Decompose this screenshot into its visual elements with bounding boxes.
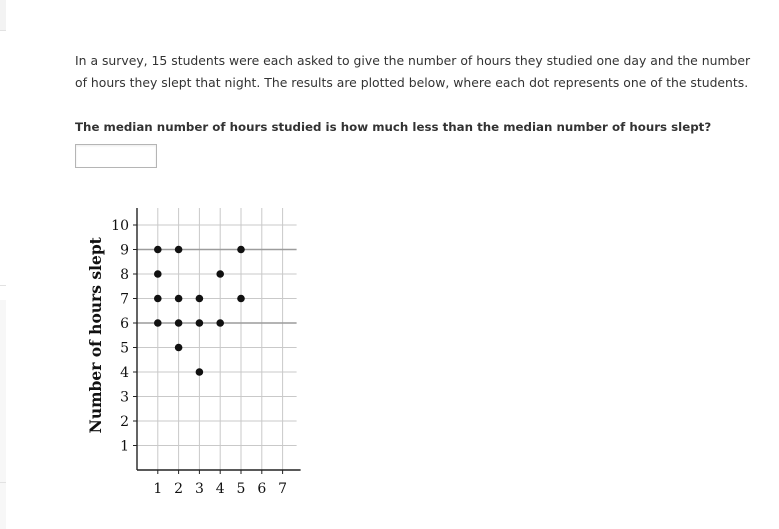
data-point (175, 344, 183, 352)
grid (137, 208, 297, 470)
data-point (196, 295, 204, 303)
x-tick-label: 6 (257, 481, 267, 497)
x-tick-label: 2 (174, 481, 184, 497)
data-point (237, 246, 245, 254)
y-axis-label: Number of hours slept (86, 237, 105, 434)
question-text: In a survey, 15 students were each asked to give the number of hours they studied one day and the number of hours they slept that night. The results are plotted below, where each dot represents one of the students. (75, 53, 751, 90)
data-point (216, 270, 224, 278)
left-edge-divider (0, 30, 6, 31)
x-tick-label: 3 (194, 481, 204, 497)
y-tick-label: 3 (120, 389, 129, 406)
data-point (154, 270, 162, 278)
data-point (196, 319, 204, 327)
y-tick-label: 2 (120, 414, 129, 430)
prompt-text: The median number of hours studied is how much less than the median number of hours slept? (75, 120, 712, 134)
y-tick-label: 6 (120, 316, 129, 332)
left-edge-divider (0, 285, 6, 286)
data-point (196, 368, 204, 376)
data-point (216, 319, 224, 327)
y-tick-label: 8 (120, 267, 129, 283)
x-tick-label: 4 (215, 481, 225, 497)
x-tick-labels (153, 481, 287, 497)
y-tick-labels (111, 218, 129, 455)
data-point (175, 246, 183, 254)
left-edge-divider (0, 482, 6, 483)
x-tick-label: 1 (153, 481, 163, 497)
left-edge-top (0, 0, 6, 30)
data-point (175, 319, 183, 327)
answer-input[interactable] (75, 144, 157, 168)
y-tick-label: 9 (120, 242, 129, 259)
data-point (154, 246, 162, 254)
data-point (175, 295, 183, 303)
left-edge-bottom (0, 300, 6, 529)
data-point (237, 295, 245, 303)
y-tick-label: 7 (120, 291, 129, 308)
data-point (154, 319, 162, 327)
x-tick-label: 7 (278, 481, 288, 497)
data-point (154, 295, 162, 303)
y-tick-label: 10 (111, 218, 129, 234)
y-tick-label: 1 (120, 438, 129, 455)
y-tick-label: 5 (120, 340, 129, 357)
scatter-plot (80, 200, 320, 500)
x-tick-label: 5 (236, 481, 246, 497)
y-tick-label: 4 (120, 365, 129, 381)
